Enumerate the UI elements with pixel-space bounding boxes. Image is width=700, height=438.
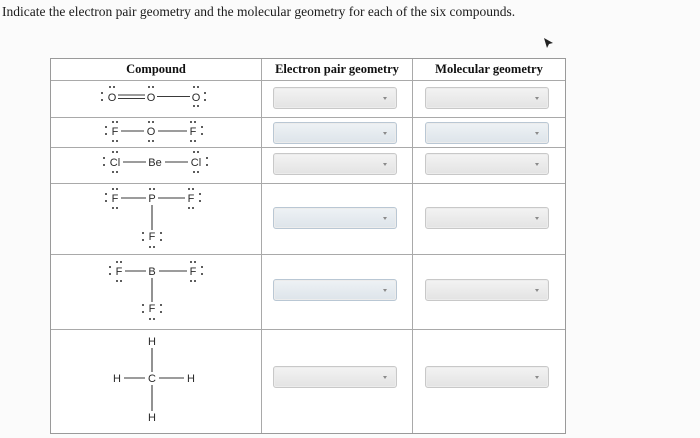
molecular-geometry-select-5[interactable] xyxy=(425,279,549,301)
lewis-structure-pf3 xyxy=(105,188,201,248)
molecular-geometry-select-1[interactable] xyxy=(425,87,549,109)
header-molecular-geometry: Molecular geometry xyxy=(435,62,543,76)
lewis-structure-o3 xyxy=(101,86,206,107)
atom-label: Cl xyxy=(109,157,121,169)
lewis-structure-of2 xyxy=(105,121,203,142)
atom-label: F xyxy=(148,303,156,315)
molecular-geometry-select-2[interactable] xyxy=(425,122,549,144)
atom-label: H xyxy=(113,373,121,385)
chevron-down-icon xyxy=(535,97,539,100)
atom-label: B xyxy=(148,266,156,278)
chevron-down-icon xyxy=(535,289,539,292)
atom-label: F xyxy=(187,193,195,205)
chevron-down-icon xyxy=(383,376,387,379)
atom-label: F xyxy=(189,266,197,278)
header-compound: Compound xyxy=(126,62,186,76)
atom-label: F xyxy=(189,126,197,138)
compounds-table xyxy=(50,58,566,434)
atom-label: O xyxy=(146,92,156,104)
lewis-structure-ch4 xyxy=(113,336,195,424)
chevron-down-icon xyxy=(383,132,387,135)
atom-label: F xyxy=(115,266,123,278)
chevron-down-icon xyxy=(535,132,539,135)
electron-pair-geometry-select-6[interactable] xyxy=(273,366,397,388)
chevron-down-icon xyxy=(383,289,387,292)
chevron-down-icon xyxy=(535,376,539,379)
lewis-structure-becl2 xyxy=(103,151,208,173)
question-instruction: Indicate the electron pair geometry and the molecular geometry for each of the six compounds. xyxy=(2,4,516,19)
electron-pair-geometry-select-2[interactable] xyxy=(273,122,397,144)
molecular-geometry-select-4[interactable] xyxy=(425,207,549,229)
molecular-geometry-select-6[interactable] xyxy=(425,366,549,388)
lewis-structures xyxy=(51,59,261,433)
atom-label: C xyxy=(148,373,156,385)
atom-label: F xyxy=(111,126,119,138)
molecular-geometry-select-3[interactable] xyxy=(425,153,549,175)
chevron-down-icon xyxy=(535,163,539,166)
atom-label: O xyxy=(191,92,201,104)
atom-label: Be xyxy=(148,157,162,169)
electron-pair-geometry-select-5[interactable] xyxy=(273,279,397,301)
atom-label: Cl xyxy=(190,157,202,169)
chevron-down-icon xyxy=(535,217,539,220)
atom-label: F xyxy=(111,193,119,205)
atom-label: O xyxy=(107,92,117,104)
chevron-down-icon xyxy=(383,217,387,220)
atom-label: H xyxy=(148,336,156,348)
atom-label: O xyxy=(146,126,156,138)
electron-pair-geometry-select-4[interactable] xyxy=(273,207,397,229)
mouse-pointer-icon xyxy=(543,37,555,51)
electron-pair-geometry-select-3[interactable] xyxy=(273,153,397,175)
atom-label: F xyxy=(148,231,156,243)
lewis-structure-bf3 xyxy=(109,261,203,320)
header-electron-pair-geometry: Electron pair geometry xyxy=(275,62,399,76)
chevron-down-icon xyxy=(383,97,387,100)
atom-label: P xyxy=(148,193,156,205)
chevron-down-icon xyxy=(383,163,387,166)
electron-pair-geometry-select-1[interactable] xyxy=(273,87,397,109)
atom-label: H xyxy=(187,373,195,385)
atom-label: H xyxy=(148,412,156,424)
